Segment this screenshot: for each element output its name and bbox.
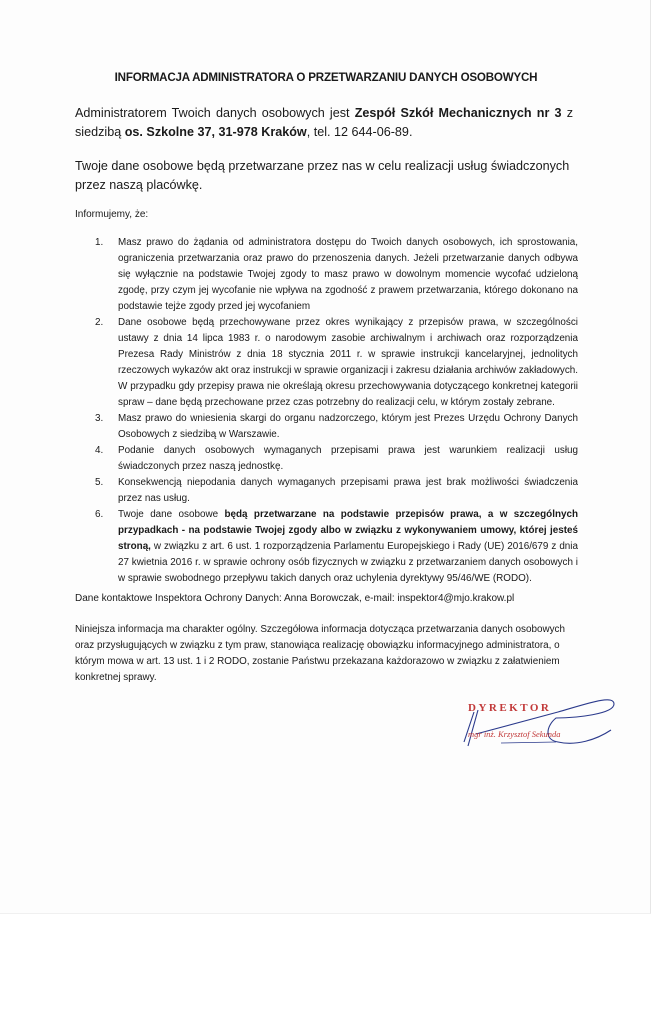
rights-list (75, 235, 578, 587)
purpose-paragraph: Twoje dane osobowe będą przetwarzane przez nas w celu realizacji usług świadczonych przez naszą placówkę. (75, 159, 570, 192)
dpo-contact: Dane kontaktowe Inspektora Ochrony Danych: Anna Borowczak, e-mail: inspektor4@mjo.krakow.pl (75, 593, 515, 604)
list-item-text-prefix: Twoje dane osobowe (118, 509, 225, 520)
list-item-text: Masz prawo do wniesienia skargi do organu nadzorczego, którym jest Prezes Urzędu Ochrony Danych Osobowych z siedzibą w Warszawie. (118, 413, 578, 440)
director-stamp (446, 690, 616, 760)
list-item-text-bold: będą przetwarzane na podstawie przepisów prawa, a w szczególnych przypadkach - na podstawie Twojej zgody albo w związku z wykonywaniem umowy, której jesteś stroną, (118, 509, 578, 552)
list-item-text: Dane osobowe będą przechowywane przez okres wynikający z przepisów prawa, w szczególności ustawy z dnia 14 lipca 1983 r. o narodowym zasobie archiwalnym i archiwach oraz rozporządzenia Prezesa Rady Ministrów z dnia 18 stycznia 2011 r. w sprawie instrukcji kancelaryjnej, jednolitych rzeczowych wykazów akt oraz instrukcji w sprawie organizacji i zakresu działania archiwów zakładowych. W przypadku gdy przepisy prawa nie określają okresu przechowywania dotyczącego konkretnej kategorii spraw – dane będą przechowane przez czas potrzebny do realizacji celu, w którym zostały zebrane. (118, 317, 578, 408)
list-item-number: 6. (95, 509, 104, 520)
admin-text-2: z siedzibą (75, 106, 574, 139)
stamp-title: DYREKTOR (468, 702, 552, 714)
general-info-paragraph: Niniejsza informacja ma charakter ogólny. Szczegółowa informacja dotycząca przetwarzania danych osobowych oraz przysługujących w związku z tym praw, stanowiąca realizację obowiązku informacyjnego administratora, o którym mowa w art. 13 ust. 1 i 2 RODO, zostanie Państwu przekazana każdorazowo w związku z załatwieniem konkretnej sprawy. (75, 624, 565, 683)
document-title: INFORMACJA ADMINISTRATORA O PRZETWARZANIU DANYCH OSOBOWYCH (114, 71, 538, 84)
inform-intro: Informujemy, że: (75, 209, 149, 220)
list-item (75, 315, 578, 411)
list-item-number: 4. (95, 445, 104, 456)
list-item-number: 2. (95, 317, 104, 328)
stamp-name: mgr inż. Krzysztof Sekunda (468, 729, 561, 739)
list-item-text: Konsekwencją niepodania danych wymaganych przepisami prawa jest brak możliwości świadczenia przez nas usług. (118, 477, 578, 504)
list-item-text-suffix: w związku z art. 6 ust. 1 rozporządzenia Parlamentu Europejskiego i Rady (UE) 2016/679 z dnia 27 kwietnia 2016 r. w sprawie ochrony osób fizycznych w związku z przetwarzaniem danych osobowych i w sprawie swobodnego przepływu takich danych oraz uchylenia dyrektywy 95/46/WE (RODO). (118, 541, 578, 584)
list-item-text: Podanie danych osobowych wymaganych przepisami prawa jest warunkiem realizacji usług świadczonych przez naszą jednostkę. (118, 445, 578, 472)
list-item-number: 1. (95, 237, 104, 248)
list-item-number: 5. (95, 477, 104, 488)
list-item (75, 507, 578, 587)
admin-text-1: Administratorem Twoich danych osobowych jest (75, 106, 355, 120)
institution-name: Zespół Szkół Mechanicznych nr 3 (354, 106, 562, 120)
administrator-paragraph (75, 104, 573, 142)
list-item (75, 411, 578, 443)
list-item (75, 475, 578, 507)
list-item (75, 235, 578, 315)
admin-text-3: , tel. 12 644-06-89. (306, 125, 413, 139)
institution-address: os. Szkolne 37, 31-978 Kraków (124, 125, 307, 139)
list-item-number: 3. (95, 413, 104, 424)
list-item-text: Masz prawo do żądania od administratora dostępu do Twoich danych osobowych, ich sprostowania, ograniczenia przetwarzania oraz prawo do przenoszenia danych. Jeżeli przetwarzanie danych odbywa się wyłącznie na podstawie Twojej zgody to masz prawo w dowolnym momencie wycofać udzieloną zgodę, przy czym jej wycofanie nie wpływa na zgodność z prawem przetwarzania, którego dokonano na podstawie tejże zgody przed jej wycofaniem (118, 237, 578, 312)
signature-icon (446, 690, 616, 760)
list-item (75, 443, 578, 475)
